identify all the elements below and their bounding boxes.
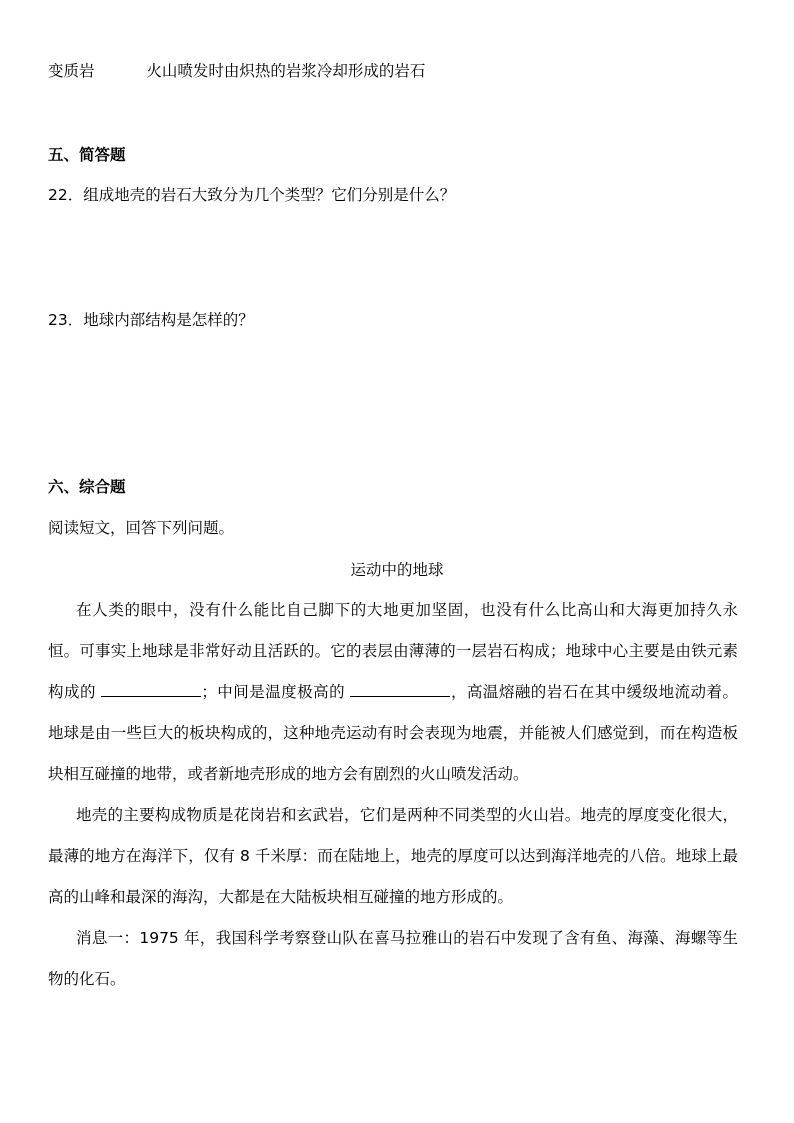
paragraph-1-part-c: ，高温熔融的岩石在其中缓级地流动着。地球是由一些巨大的板块构成的，这种地壳运动有时会表现为地震，并能被人们感觉到，而在构造板块相互碰撞的地带，或者新地壳形成的地方会有剧烈的火山喷发活动。 [48, 683, 738, 783]
article-paragraph-1 [48, 590, 738, 795]
paragraph-1-part-b: ；中间是温度极高的 [201, 683, 346, 701]
section-heading-short-answer: 五、简答题 [48, 146, 126, 164]
article-title: 运动中的地球 [350, 561, 444, 579]
paragraph-1-part-a: 在人类的眼中，没有什么能比自己脚下的大地更加坚固，也没有什么比高山和大海更加持久永恒。可事实上地球是非常好动且活跃的。它的表层由薄薄的一层岩石构成；地球中心主要是由铁元素构成的 [48, 601, 738, 701]
article-paragraph-2: 地壳的主要构成物质是花岗岩和玄武岩，它们是两种不同类型的火山岩。地壳的厚度变化很大，最薄的地方在海洋下，仅有 8 千米厚：而在陆地上，地壳的厚度可以达到海洋地壳的八倍。地球上最高的山峰和最深的海沟，大都是在大陆板块相互碰撞的地方形成的。 [48, 806, 738, 906]
reading-instruction: 阅读短文，回答下列问题。 [48, 519, 235, 537]
question-22: 22．组成地壳的岩石大致分为几个类型？它们分别是什么？ [48, 186, 456, 204]
article-paragraph-3: 消息一：1975 年，我国科学考察登山队在喜马拉雅山的岩石中发现了含有鱼、海藻、海螺等生物的化石。 [48, 929, 738, 988]
section-heading-comprehensive: 六、综合题 [48, 478, 126, 496]
match-right-description: 火山喷发时由炽热的岩浆冷却形成的岩石 [146, 62, 426, 80]
fill-blank-2 [350, 682, 450, 697]
match-left-term: 变质岩 [48, 62, 95, 80]
match-row [48, 61, 425, 81]
fill-blank-1 [101, 682, 201, 697]
article-body [48, 590, 738, 1000]
question-23: 23．地球内部结构是怎样的？ [48, 311, 254, 329]
